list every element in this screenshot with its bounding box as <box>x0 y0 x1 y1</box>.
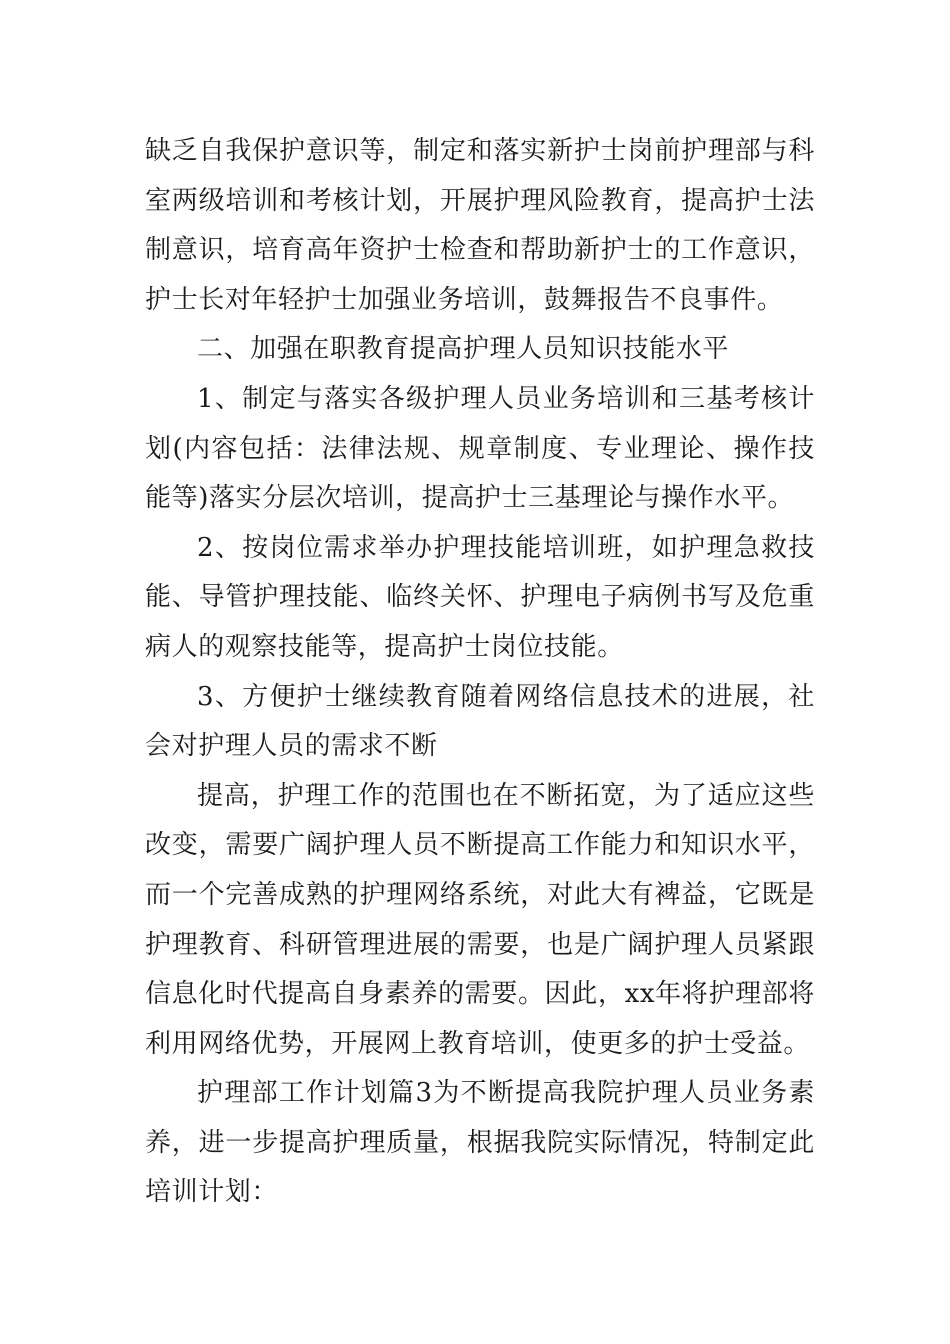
paragraph-plan-3-intro: 护理部工作计划篇3为不断提高我院护理人员业务素养，进一步提高护理质量，根据我院实际情况，特制定此培训计划： <box>145 1078 815 1208</box>
paragraph-item-1: 1、制定与落实各级护理人员业务培训和三基考核计划(内容包括：法律法规、规章制度、专业理论、操作技能等)落实分层次培训，提高护士三基理论与操作水平。 <box>145 383 815 514</box>
document-body <box>145 127 815 1218</box>
paragraph-item-2: 2、按岗位需求举办护理技能培训班，如护理急救技能、导管护理技能、临终关怀、护理电子病例书写及危重病人的观察技能等，提高护士岗位技能。 <box>145 532 815 662</box>
section-heading-2: 二、加强在职教育提高护理人员知识技能水平 <box>197 334 730 365</box>
paragraph-item-3-continued: 提高，护理工作的范围也在不断拓宽，为了适应这些改变，需要广阔护理人员不断提高工作能力和知识水平，而一个完善成熟的护理网络系统，对此大有裨益，它既是护理教育、科研管理进展的需要，也是广阔护理人员紧跟信息化时代提高自身素养的需要。因此，xx年将护理部将利用网络优势，开展网上教育培训，使更多的护士受益。 <box>145 780 815 1059</box>
paragraph-item-3: 3、方便护士继续教育随着网络信息技术的进展，社会对护理人员的需求不断 <box>145 681 815 762</box>
paragraph-continuation: 缺乏自我保护意识等，制定和落实新护士岗前护理部与科室两级培训和考核计划，开展护理风险教育，提高护士法制意识，培育高年资护士检查和帮助新护士的工作意识，护士长对年轻护士加强业务培训，鼓舞报告不良事件。 <box>145 136 815 315</box>
